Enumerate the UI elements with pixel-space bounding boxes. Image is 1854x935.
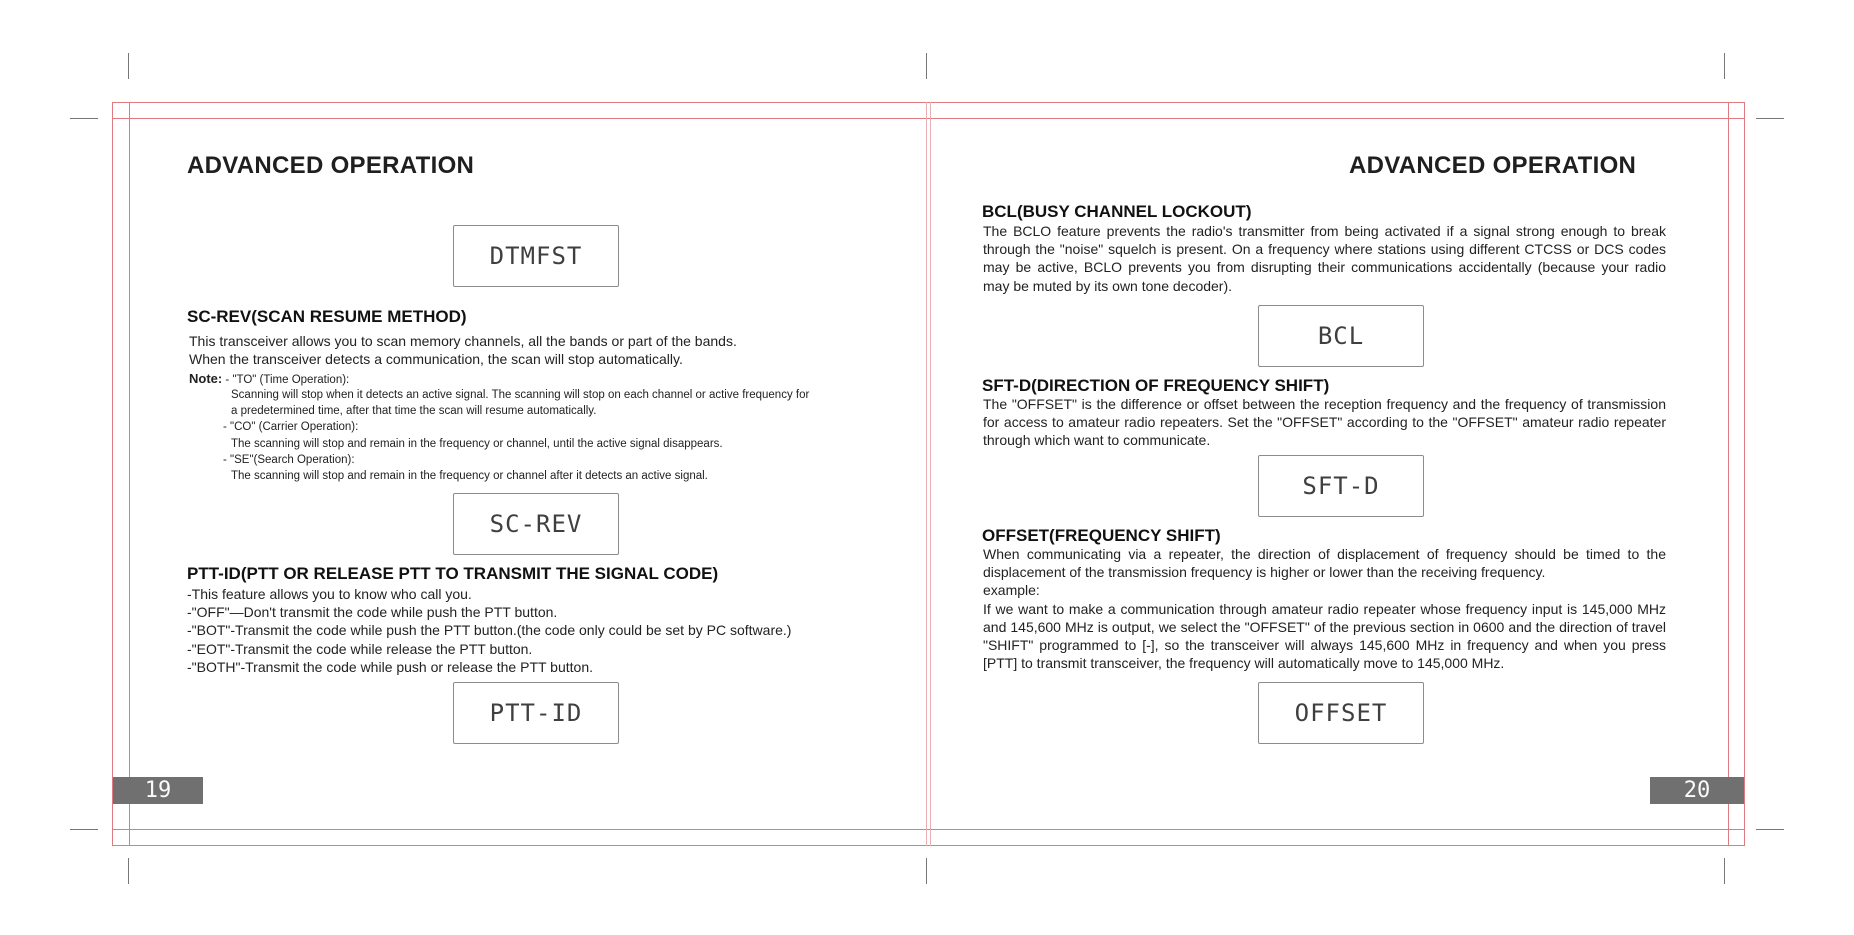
crop-mark: [926, 858, 927, 884]
crop-mark: [128, 53, 129, 79]
crop-mark: [70, 829, 98, 830]
text-line: -"OFF"—Don't transmit the code while push the PTT button.: [187, 604, 558, 621]
note-label: Note:: [189, 371, 223, 386]
note-to-desc-2: a predetermined time, after that time the scan will resume automatically.: [231, 405, 597, 417]
page-number: 20: [1650, 777, 1744, 804]
note-se-label: - "SE"(Search Operation):: [223, 454, 355, 466]
text-paragraph: When communicating via a repeater, the direction of displacement of frequency should be timed to the displacement of the transmission frequency is higher or lower than the receiving frequency.: [983, 546, 1666, 581]
trim-line: [129, 102, 130, 846]
spine-line: [930, 102, 931, 846]
text-paragraph: The "OFFSET" is the difference or offset between the reception frequency and the frequency of transmission for access to amateur radio repeaters. Set the "OFFSET" according to the "OFFSET" amateur radio repeater through which want to communicate.: [983, 396, 1666, 449]
text-line: When the transceiver detects a communication, the scan will stop automatically.: [189, 351, 683, 368]
crop-mark: [128, 858, 129, 884]
text-paragraph: The BCLO feature prevents the radio's transmitter from being activated if a signal strong enough to break through the "noise" squelch is present. On a frequency where stations using different CTCSS or DCS codes may be active, BCLO prevents you from disrupting their communications accidentally (because your radio may be muted by its own tone decoder).: [983, 223, 1666, 294]
crop-mark: [1724, 858, 1725, 884]
text-line: example:: [983, 582, 1040, 599]
trim-line: [112, 845, 1745, 846]
text-line: -This feature allows you to know who call you.: [187, 586, 472, 602]
crop-mark: [926, 53, 927, 79]
crop-mark: [70, 118, 98, 119]
section-title-offset: OFFSET(FREQUENCY SHIFT): [982, 526, 1221, 545]
trim-line: [1728, 102, 1729, 846]
text-line: -"BOTH"-Transmit the code while push or release the PTT button.: [187, 658, 593, 675]
spine-line: [926, 102, 927, 846]
page-title: ADVANCED OPERATION: [187, 152, 475, 179]
crop-mark: [1756, 829, 1784, 830]
section-title-bcl: BCL(BUSY CHANNEL LOCKOUT): [982, 202, 1252, 221]
offset-body: [983, 545, 1666, 672]
note-se-desc: The scanning will stop and remain in the frequency or channel after it detects an active signal.: [231, 470, 708, 482]
page-title: ADVANCED OPERATION: [1349, 152, 1637, 179]
page-number: 19: [113, 777, 203, 804]
trim-line: [112, 118, 1745, 119]
note-to-desc-1: Scanning will stop when it detects an active signal. The scanning will stop on each channel or active frequency for: [231, 389, 810, 401]
note-to-label: - "TO" (Time Operation):: [222, 374, 350, 386]
text-line: This transceiver allows you to scan memory channels, all the bands or part of the bands.: [189, 333, 737, 349]
note-co-desc: The scanning will stop and remain in the frequency or channel, until the active signal disappears.: [231, 438, 723, 450]
lcd-display-sc-rev: SC-REV: [453, 493, 619, 555]
crop-mark: [1724, 53, 1725, 79]
lcd-display-sft-d: SFT-D: [1258, 455, 1424, 517]
ptt-id-body: [187, 585, 791, 676]
section-title-sc-rev: SC-REV(SCAN RESUME METHOD): [187, 307, 467, 326]
sft-d-body: [983, 395, 1666, 450]
text-paragraph: If we want to make a communication through amateur radio repeater whose frequency input is 145,000 MHz and 145,600 MHz is output, we select the "OFFSET" of the previous section in 0600 and the direction of travel "SHIFT" programmed to [-], so the transceiver will always 145,600 MHz in frequency and when you press [PTT] to transmit transceiver, the frequency will automatically move to 145,000 MHz.: [983, 600, 1666, 672]
lcd-display-offset: OFFSET: [1258, 682, 1424, 744]
trim-line: [1744, 102, 1745, 846]
note-line: [189, 371, 349, 388]
trim-line: [112, 829, 1745, 830]
lcd-display-dtmfst: DTMFST: [453, 225, 619, 287]
text-line: -"BOT"-Transmit the code while push the PTT button.(the code only could be set by PC software.): [187, 622, 792, 639]
lcd-display-bcl: BCL: [1258, 305, 1424, 367]
trim-line: [112, 102, 113, 846]
text-line: -"EOT"-Transmit the code while release the PTT button.: [187, 640, 533, 657]
crop-mark: [1756, 118, 1784, 119]
bcl-body: [983, 222, 1666, 295]
sc-rev-body: [189, 332, 737, 368]
lcd-display-ptt-id: PTT-ID: [453, 682, 619, 744]
note-co-label: - "CO" (Carrier Operation):: [223, 421, 359, 433]
trim-line: [112, 102, 1745, 103]
section-title-sft-d: SFT-D(DIRECTION OF FREQUENCY SHIFT): [982, 376, 1330, 395]
section-title-ptt-id: PTT-ID(PTT OR RELEASE PTT TO TRANSMIT THE SIGNAL CODE): [187, 564, 719, 583]
